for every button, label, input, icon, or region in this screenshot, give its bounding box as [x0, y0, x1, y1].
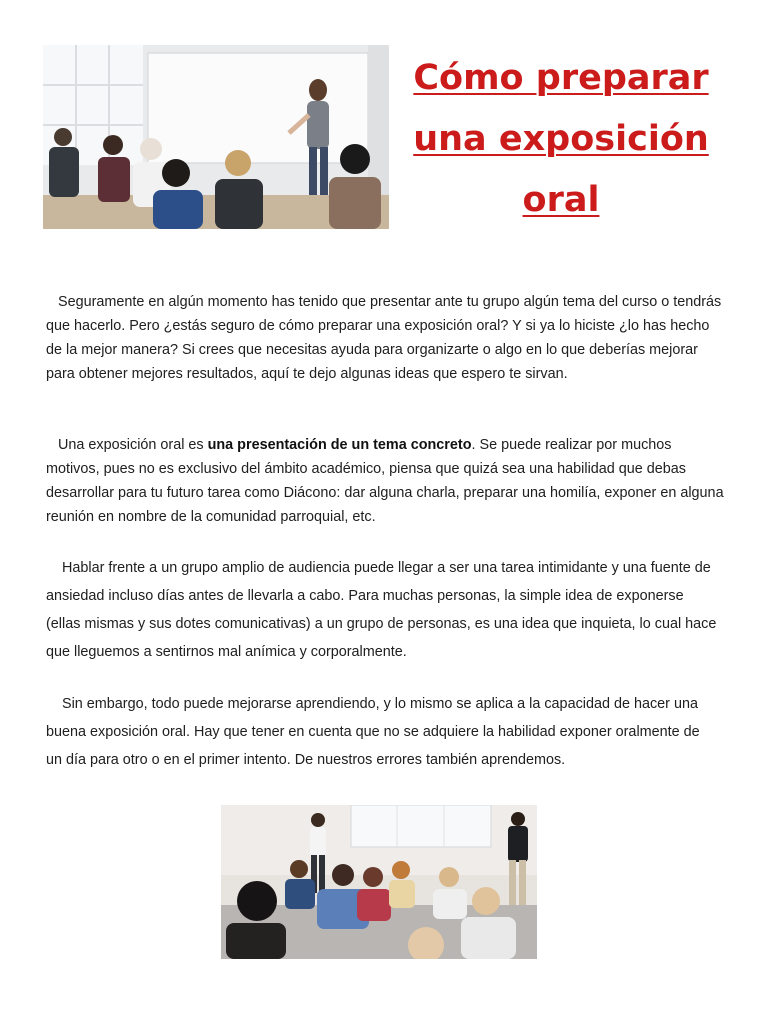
paragraph-intro	[46, 290, 726, 386]
presentation-photo-top	[43, 45, 389, 229]
page-title: Cómo preparar una exposición oral	[413, 58, 709, 220]
classroom-illustration-bottom	[221, 805, 537, 959]
paragraph-definition-bold: una presentación de un tema concreto	[207, 437, 472, 453]
paragraph-definition	[46, 433, 726, 529]
classroom-illustration-top	[43, 45, 389, 229]
paragraph-definition-start: Una exposición oral es	[58, 437, 208, 453]
paragraph-improvement	[46, 690, 718, 774]
paragraph-anxiety	[46, 554, 718, 666]
presentation-photo-bottom	[221, 805, 537, 959]
paragraph-improvement-text: Sin embargo, todo puede mejorarse aprendiendo, y lo mismo se aplica a la capacidad de hacer una buena exposición oral. Hay que tener en cuenta que no se adquiere la habilidad exponer oralmente de un día para otro o en el primer intento. De nuestros errores también aprendemos.	[46, 696, 700, 768]
paragraph-anxiety-text: Hablar frente a un grupo amplio de audiencia puede llegar a ser una tarea intimidante y una fuente de ansiedad incluso días antes de llevarla a cabo. Para muchas personas, la simple idea de exponerse (ellas mismas y sus dotes comunicativas) a un grupo de personas, es una idea que inquieta, lo cual hace que lleguemos a sentirnos mal anímica y corporalmente.	[46, 560, 717, 660]
paragraph-definition-end: . Se puede realizar por muchos motivos, pues no es exclusivo del ámbito académico, piensa que quizá sea una habilidad que debas desarrollar para tu futuro tarea como Diácono: dar alguna charla, preparar una homilía, exponer en alguna reunión en nombre de la comunidad parroquial, etc.	[46, 437, 724, 525]
paragraph-intro-text: Seguramente en algún momento has tenido que presentar ante tu grupo algún tema del curso o tendrás que hacerlo. Pero ¿estás seguro de cómo preparar una exposición oral? Y si ya lo hiciste ¿lo has hecho de la mejor manera? Si crees que necesitas ayuda para organizarte o algo en lo que deberías mejorar para obtener mejores resultados, aquí te dejo algunas ideas que espero te sirvan.	[46, 294, 722, 382]
